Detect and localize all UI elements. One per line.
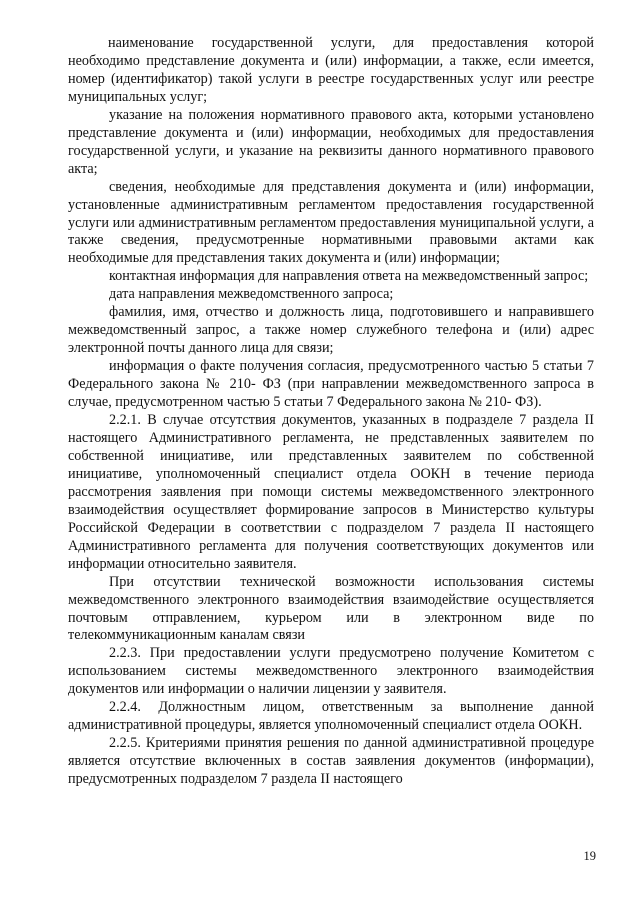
paragraph-service-name: наименование государственной услуги, для предоставления которой необходимо представление документа и (или) информации, а также, если имеется, номер (идентификатор) такой услуги в реестре государственных услуг или реестре муниципальных услуг; — [68, 35, 594, 105]
paragraph-2-2-3: 2.2.3. При предоставлении услуги предусмотрено получение Комитетом с использованием системы межведомственного электронного взаимодействия документов или информации о наличии лицензии у заявителя. — [68, 645, 594, 698]
paragraph-request-date: дата направления межведомственного запроса; — [109, 286, 394, 303]
paragraph-2-2-1: 2.2.1. В случае отсутствия документов, указанных в подразделе 7 раздела II настоящего Административного регламента, не представленных заявителем по собственной инициативе, или представленных заявителем по собственной инициативе, уполномоченный специалист отдела ООКН в течение периода рассмотрения заявления при помощи системы межведомственного электронного взаимодействия осуществляет формирование запросов в Министерство культуры Российской Федерации в соответствии с подразделом 7 раздела II настоящего Административного регламента для получения соответствующих документов или информации относительно заявителя. — [68, 412, 594, 572]
page-number: 19 — [583, 849, 596, 863]
paragraph-2-2-4: 2.2.4. Должностным лицом, ответственным за выполнение данной административной процедуры, является уполномоченный специалист отдела ООКН. — [68, 699, 594, 734]
paragraph-consent: информация о факте получения согласия, предусмотренного частью 5 статьи 7 Федерального закона № 210- ФЗ (при направлении межведомственного запроса в случае, предусмотренном частью 5 статьи 7 Федерального закона № 210- ФЗ). — [68, 358, 594, 411]
paragraph-no-technical-possibility: При отсутствии технической возможности использования системы межведомственного электронного взаимодействия взаимодействие осуществляется почтовым отправлением, курьером или в электронном виде по телекоммуникационным каналам связи — [68, 573, 594, 644]
paragraph-2-2-5: 2.2.5. Критериями принятия решения по данной административной процедуре является отсутствие включенных в состав заявления документов (информации), предусмотренных подразделом 7 раздела II настоящего — [68, 735, 594, 788]
paragraph-contact-info: контактная информация для направления ответа на межведомственный запрос; — [109, 268, 589, 285]
body-text — [68, 35, 594, 789]
paragraph-responsible-person: фамилия, имя, отчество и должность лица, подготовившего и направившего межведомственный запрос, а также номер служебного телефона и (или) адрес электронной почты данного лица для связи; — [68, 304, 594, 357]
paragraph-required-info: сведения, необходимые для представления документа и (или) информации, установленные административным регламентом предоставления государственной услуги или административным регламентом предоставления муниципальной услуги, а также сведения, предусмотренные нормативными правовыми актами как необходимые для представления таких документа и (или) информации; — [68, 178, 594, 267]
paragraph-legal-act: указание на положения нормативного правового акта, которыми установлено представление документа и (или) информации, необходимых для предоставления государственной услуги, и указание на реквизиты данного нормативного правового акта; — [68, 106, 594, 177]
